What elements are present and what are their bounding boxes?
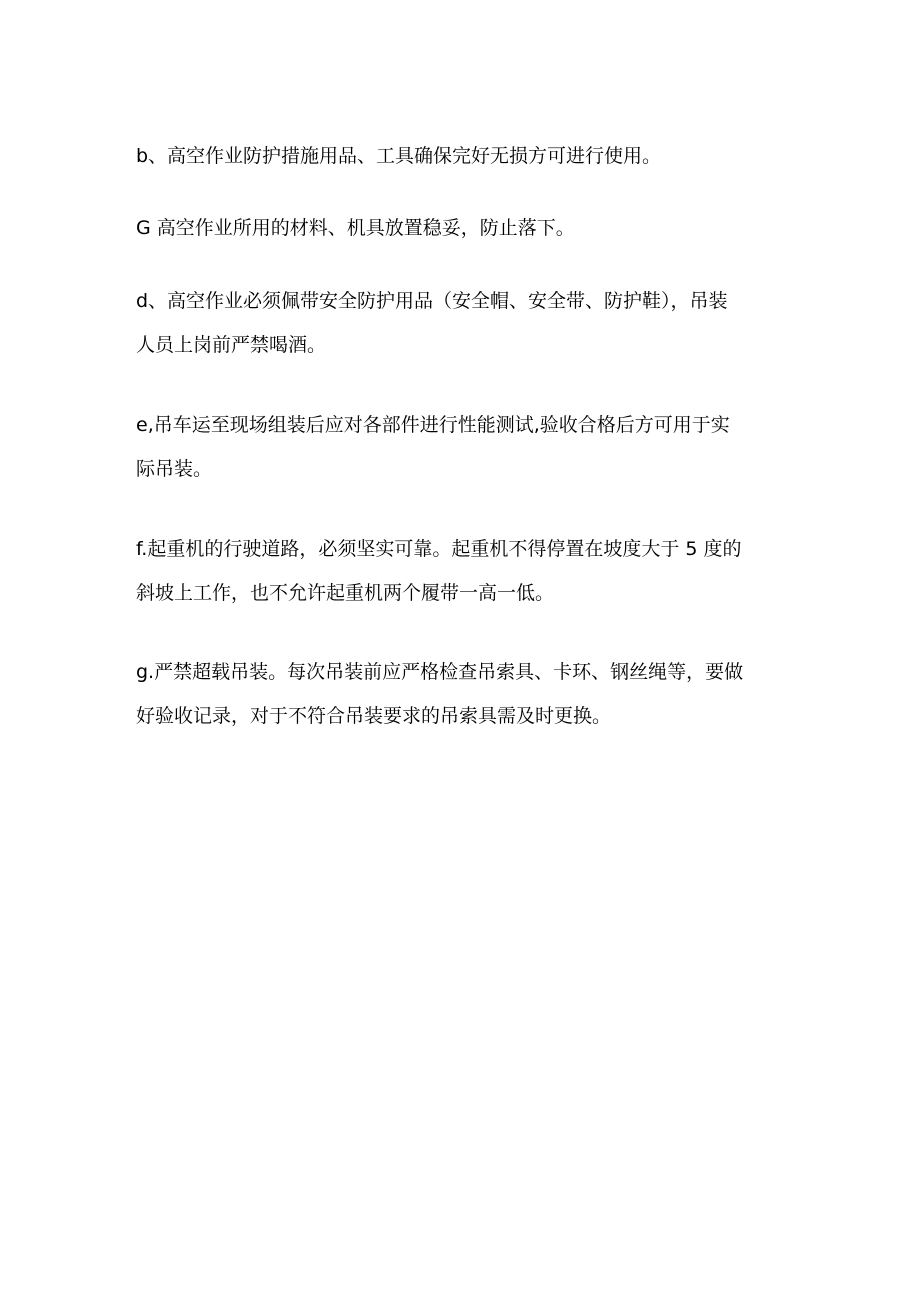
paragraph-e (136, 403, 786, 491)
paragraph-line: f.起重机的行驶道路，必须坚实可靠。起重机不得停置在坡度大于 5 度的 (136, 538, 742, 560)
paragraph-f (136, 527, 786, 615)
paragraph-line: G 高空作业所用的材料、机具放置稳妥，防止落下。 (136, 217, 575, 239)
paragraph-line: 际吊装。 (136, 458, 213, 480)
paragraph-line: 斜坡上工作，也不允许起重机两个履带一高一低。 (136, 582, 555, 604)
paragraph-line: g.严禁超载吊装。每次吊装前应严格检查吊索具、卡环、钢丝绳等，要做 (136, 661, 744, 683)
paragraph-d (136, 279, 786, 367)
paragraph-line: 人员上岗前严禁喝酒。 (136, 334, 327, 356)
paragraph-c (136, 206, 786, 250)
paragraph-line: b、高空作业防护措施用品、工具确保完好无损方可进行使用。 (136, 145, 662, 167)
paragraph-b (136, 134, 786, 178)
paragraph-g (136, 650, 786, 738)
paragraph-line: e,吊车运至现场组装后应对各部件进行性能测试,验收合格后方可用于实 (136, 414, 730, 436)
paragraph-line: 好验收记录，对于不符合吊装要求的吊索具需及时更换。 (136, 705, 612, 727)
paragraph-line: d、高空作业必须佩带安全防护用品（安全帽、安全带、防护鞋），吊装 (136, 290, 728, 312)
